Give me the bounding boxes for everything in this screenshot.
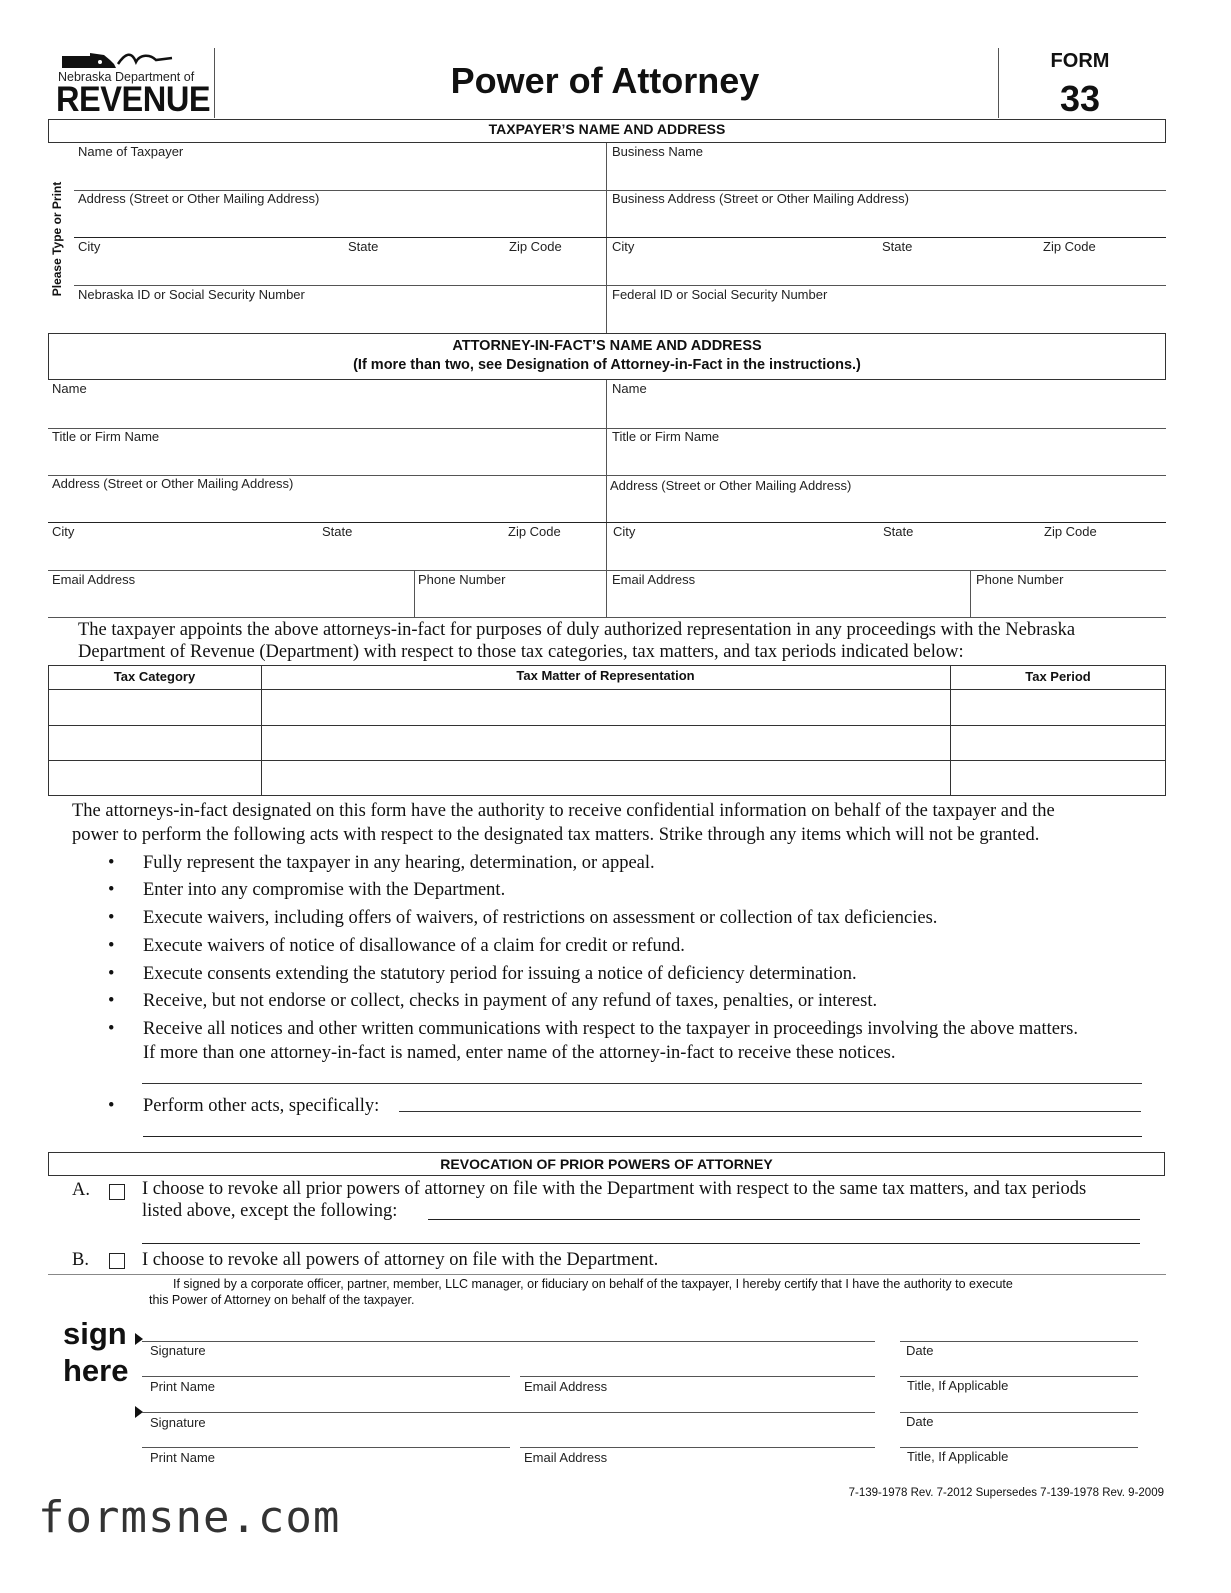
row-divider bbox=[74, 285, 1166, 286]
title-line[interactable] bbox=[900, 1376, 1138, 1377]
taxpayer-city-label: City bbox=[78, 239, 101, 254]
taxpayer-zip-label: Zip Code bbox=[509, 239, 562, 254]
taxpayer-city-state-zip-input[interactable] bbox=[74, 256, 604, 284]
email-label: Email Address bbox=[524, 1379, 608, 1394]
revocation-b-letter: B. bbox=[72, 1250, 89, 1270]
bullet-text: Execute consents extending the statutory period for issuing a notice of deficiency determination. bbox=[143, 964, 857, 984]
other-acts-line[interactable] bbox=[399, 1111, 1141, 1112]
dept-name-large: REVENUE bbox=[56, 80, 211, 119]
taxpayer-name-input[interactable] bbox=[74, 160, 604, 188]
business-name-label: Business Name bbox=[612, 144, 704, 159]
atty1-email-input[interactable] bbox=[48, 589, 410, 616]
tax-category-cell[interactable] bbox=[50, 762, 259, 794]
row-divider bbox=[48, 570, 1166, 571]
certify-text-line1: If signed by a corporate officer, partner, member, LLC manager, or fiduciary on behalf of the taxpayer, I hereby certify that I have the authority to execute bbox=[173, 1277, 1013, 1291]
authority-bullet bbox=[108, 880, 505, 901]
signature-line[interactable] bbox=[142, 1341, 875, 1342]
header-divider-right bbox=[998, 48, 999, 118]
tax-table-header-matter: Tax Matter of Representation bbox=[516, 668, 695, 683]
attorney-section-title: ATTORNEY-IN-FACT’S NAME AND ADDRESS bbox=[452, 338, 762, 354]
type-or-print-label: Please Type or Print bbox=[50, 181, 64, 297]
revocation-a-text-line1: I choose to revoke all prior powers of attorney on file with the Department with respect to the same tax matters, and tax periods bbox=[142, 1179, 1087, 1199]
revocation-a-text-line2: listed above, except the following: bbox=[142, 1201, 398, 1221]
atty2-phone-label: Phone Number bbox=[976, 572, 1064, 587]
bullet-mark: • bbox=[108, 1096, 115, 1116]
title-label: Title, If Applicable bbox=[907, 1378, 1009, 1393]
print-name-label: Print Name bbox=[150, 1379, 216, 1394]
business-name-input[interactable] bbox=[610, 160, 1162, 188]
row-divider bbox=[48, 617, 1166, 618]
print-name-line[interactable] bbox=[142, 1447, 510, 1448]
form-number: 33 bbox=[1059, 78, 1101, 119]
atty2-city-state-zip-input[interactable] bbox=[610, 541, 1162, 569]
email-line[interactable] bbox=[520, 1376, 875, 1377]
revocation-section-title: REVOCATION OF PRIOR POWERS OF ATTORNEY bbox=[440, 1156, 773, 1172]
appoint-text-line1: The taxpayer appoints the above attorneys-in-fact for purposes of duly authorized representation in any proceedings with the Nebraska bbox=[78, 620, 1076, 640]
bullet-text: Execute waivers, including offers of waivers, of restrictions on assessment or collection of tax deficiencies. bbox=[143, 908, 938, 928]
print-name-line[interactable] bbox=[142, 1376, 510, 1377]
revision-note: 7-139-1978 Rev. 7-2012 Supersedes 7-139-1978 Rev. 9-2009 bbox=[848, 1487, 1164, 1499]
tax-category-cell[interactable] bbox=[50, 691, 259, 723]
atty1-phone-input[interactable] bbox=[416, 589, 604, 616]
atty1-state-label: State bbox=[322, 524, 353, 539]
business-city-state-zip-input[interactable] bbox=[610, 256, 1162, 284]
certify-text-line2: this Power of Attorney on behalf of the taxpayer. bbox=[149, 1293, 415, 1307]
nebraska-id-input[interactable] bbox=[74, 303, 604, 331]
date-label: Date bbox=[906, 1343, 934, 1358]
federal-id-label: Federal ID or Social Security Number bbox=[612, 287, 828, 302]
revocation-b-text: I choose to revoke all powers of attorney on file with the Department. bbox=[142, 1250, 659, 1270]
atty1-name-label: Name bbox=[52, 381, 87, 396]
atty2-name-input[interactable] bbox=[610, 398, 1162, 426]
taxpayer-section-title: TAXPAYER’S NAME AND ADDRESS bbox=[488, 121, 726, 137]
atty2-title-label: Title or Firm Name bbox=[612, 429, 720, 444]
date-label: Date bbox=[906, 1414, 934, 1429]
watermark: formsne.com bbox=[38, 1492, 341, 1543]
bullet-text-continuation: If more than one attorney-in-fact is named, enter name of the attorney-in-fact to receive these notices. bbox=[143, 1043, 896, 1063]
taxpayer-center-divider bbox=[606, 143, 607, 333]
tax-table-col-divider bbox=[950, 665, 951, 796]
tax-table-header-period: Tax Period bbox=[1025, 669, 1091, 684]
tax-table-row-divider bbox=[48, 689, 1166, 690]
atty2-state-label: State bbox=[883, 524, 914, 539]
revocation-a-letter: A. bbox=[72, 1180, 90, 1200]
taxpayer-address-input[interactable] bbox=[74, 208, 604, 236]
atty1-address-label: Address (Street or Other Mailing Address) bbox=[52, 476, 294, 491]
bullet-text: Fully represent the taxpayer in any hearing, determination, or appeal. bbox=[143, 853, 655, 873]
page-title: Power of Attorney bbox=[450, 60, 760, 101]
business-city-label: City bbox=[612, 239, 635, 254]
tax-matter-cell[interactable] bbox=[263, 691, 948, 723]
tax-table-row-divider bbox=[48, 760, 1166, 761]
authority-text-line1: The attorneys-in-fact designated on this form have the authority to receive confidential information on behalf of the taxpayer and the bbox=[72, 801, 1055, 821]
bullet-text: Receive all notices and other written communications with respect to the taxpayer in proceedings involving the above matters. bbox=[143, 1019, 1078, 1039]
signature-label: Signature bbox=[150, 1415, 206, 1430]
bullet-text: Receive, but not endorse or collect, checks in payment of any refund of taxes, penalties, or interest. bbox=[143, 991, 878, 1011]
atty1-name-input[interactable] bbox=[48, 398, 604, 426]
sign-here-word-sign: sign bbox=[63, 1316, 127, 1351]
bullet-mark: • bbox=[108, 936, 115, 956]
atty1-city-label: City bbox=[52, 524, 75, 539]
revoke-a-checkbox[interactable] bbox=[109, 1184, 125, 1200]
sign-arrow-icon bbox=[134, 1332, 144, 1346]
tax-matter-cell[interactable] bbox=[263, 762, 948, 794]
tax-category-cell[interactable] bbox=[50, 727, 259, 758]
row-divider bbox=[48, 428, 1166, 429]
authority-bullet bbox=[108, 1019, 1078, 1040]
email-phone-divider bbox=[414, 570, 415, 618]
authority-bullet bbox=[108, 853, 655, 874]
appoint-text-line2: Department of Revenue (Department) with respect to those tax categories, tax matters, and tax periods indicated below: bbox=[78, 642, 964, 662]
authority-bullet bbox=[108, 936, 685, 957]
tax-period-cell[interactable] bbox=[952, 691, 1164, 723]
revoke-exception-line[interactable] bbox=[142, 1243, 1140, 1244]
business-state-label: State bbox=[882, 239, 913, 254]
bullet-text: Perform other acts, specifically: bbox=[143, 1096, 380, 1116]
date-line[interactable] bbox=[900, 1412, 1138, 1413]
bullet-text: Execute waivers of notice of disallowance of a claim for credit or refund. bbox=[143, 936, 685, 956]
revoke-b-checkbox[interactable] bbox=[109, 1253, 125, 1269]
signature-label: Signature bbox=[150, 1343, 206, 1358]
print-name-label: Print Name bbox=[150, 1450, 216, 1465]
atty1-phone-label: Phone Number bbox=[418, 572, 506, 587]
section-divider bbox=[48, 1274, 1166, 1275]
tax-table-header-category: Tax Category bbox=[113, 669, 196, 684]
bullet-mark: • bbox=[108, 964, 115, 984]
atty1-email-label: Email Address bbox=[52, 572, 136, 587]
header-divider-left bbox=[214, 48, 215, 118]
atty1-zip-label: Zip Code bbox=[508, 524, 561, 539]
notice-recipient-line[interactable] bbox=[142, 1083, 1142, 1084]
sign-here-word-here: here bbox=[63, 1353, 129, 1388]
signature-line[interactable] bbox=[142, 1412, 875, 1413]
bullet-mark: • bbox=[108, 853, 115, 873]
atty2-title-input[interactable] bbox=[610, 446, 1162, 474]
attorney-section-subtitle: (If more than two, see Designation of Attorney-in-Fact in the instructions.) bbox=[353, 357, 861, 373]
row-divider bbox=[74, 237, 1166, 238]
bullet-text: Enter into any compromise with the Department. bbox=[143, 880, 506, 900]
taxpayer-address-label: Address (Street or Other Mailing Address) bbox=[78, 191, 320, 206]
authority-bullet bbox=[108, 991, 877, 1012]
dept-name-small: Nebraska Department of bbox=[58, 70, 195, 84]
bullet-mark: • bbox=[108, 991, 115, 1011]
taxpayer-state-label: State bbox=[348, 239, 379, 254]
email-line[interactable] bbox=[520, 1447, 875, 1448]
authority-bullet bbox=[108, 964, 857, 985]
atty2-email-label: Email Address bbox=[612, 572, 696, 587]
business-address-input[interactable] bbox=[610, 208, 1162, 236]
attorney-center-divider bbox=[606, 380, 607, 618]
taxpayer-name-label: Name of Taxpayer bbox=[78, 144, 184, 159]
atty1-city-state-zip-input[interactable] bbox=[48, 541, 604, 569]
tax-matter-cell[interactable] bbox=[263, 727, 948, 758]
email-label: Email Address bbox=[524, 1450, 608, 1465]
tax-period-cell[interactable] bbox=[952, 727, 1164, 758]
tax-period-cell[interactable] bbox=[952, 762, 1164, 794]
other-acts-line[interactable] bbox=[143, 1136, 1142, 1137]
date-line[interactable] bbox=[900, 1341, 1138, 1342]
tax-table-col-divider bbox=[261, 665, 262, 796]
email-phone-divider bbox=[970, 570, 971, 618]
atty1-title-input[interactable] bbox=[48, 446, 604, 474]
tax-table-row-divider bbox=[48, 725, 1166, 726]
nebraska-id-label: Nebraska ID or Social Security Number bbox=[78, 287, 305, 302]
bullet-mark: • bbox=[108, 880, 115, 900]
bullet-mark: • bbox=[108, 908, 115, 928]
business-address-label: Business Address (Street or Other Mailing Address) bbox=[612, 191, 909, 206]
atty1-address-input[interactable] bbox=[48, 493, 604, 521]
row-divider bbox=[48, 522, 1166, 523]
atty2-name-label: Name bbox=[612, 381, 647, 396]
atty2-zip-label: Zip Code bbox=[1044, 524, 1097, 539]
atty2-email-input[interactable] bbox=[610, 589, 968, 616]
federal-id-input[interactable] bbox=[610, 303, 1162, 331]
atty2-phone-input[interactable] bbox=[972, 589, 1162, 616]
authority-bullet-other bbox=[108, 1096, 379, 1117]
nebraska-logo-icon bbox=[60, 50, 180, 72]
form-label: FORM bbox=[1050, 50, 1110, 72]
atty2-address-label: Address (Street or Other Mailing Address) bbox=[610, 478, 852, 493]
bullet-mark: • bbox=[108, 1019, 115, 1039]
atty1-title-label: Title or Firm Name bbox=[52, 429, 160, 444]
atty2-city-label: City bbox=[613, 524, 636, 539]
revoke-exception-line[interactable] bbox=[428, 1219, 1140, 1220]
business-zip-label: Zip Code bbox=[1043, 239, 1096, 254]
authority-text-line2: power to perform the following acts with respect to the designated tax matters. Strike through any items which will not be granted. bbox=[72, 825, 1040, 845]
title-line[interactable] bbox=[900, 1447, 1138, 1448]
atty2-address-input[interactable] bbox=[610, 493, 1162, 521]
title-label: Title, If Applicable bbox=[907, 1449, 1009, 1464]
authority-bullet bbox=[108, 908, 937, 929]
